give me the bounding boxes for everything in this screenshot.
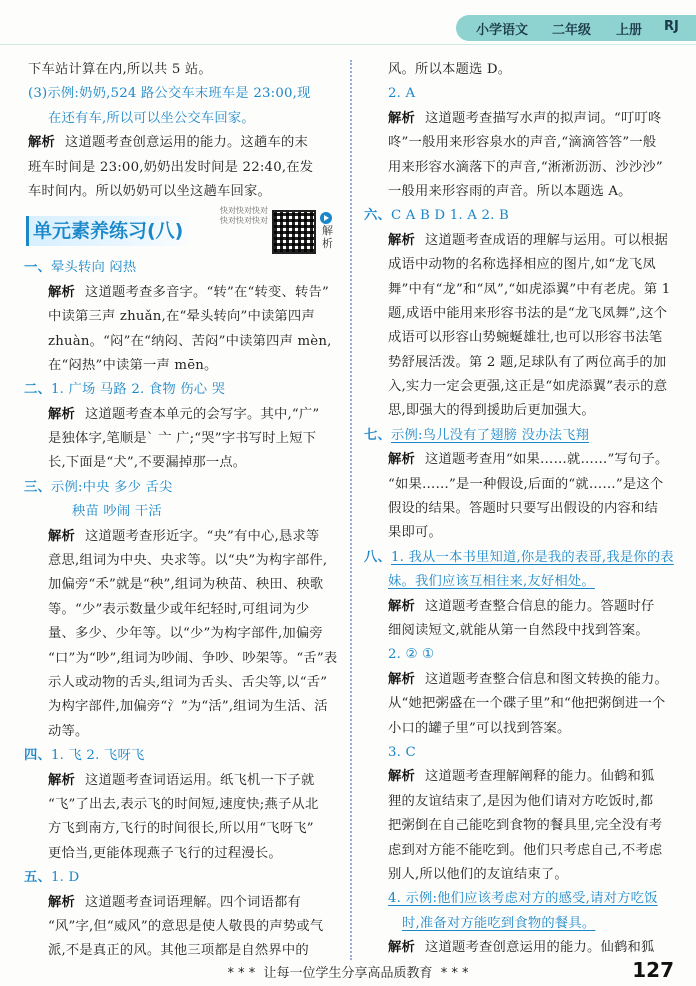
text-line: 细阅读短文,就能从第一自然段中找到答案。 [388, 622, 649, 638]
text-line: 从“她把粥盛在一个碟子里”和“他把粥倒进一个 [388, 696, 666, 712]
header-grade: 二年级 [552, 23, 592, 38]
analysis-label: 解析 [388, 110, 415, 126]
text-line: 舞”中有“龙”和“凤”,“如虎添翼”中有老虎。第 1 [388, 281, 671, 297]
analysis-label: 解析 [48, 772, 75, 788]
answer-line: 妹。我们应该互相往来,友好相处。 [388, 574, 595, 590]
section-2-answer: 二、1. 广场 马路 2. 食物 伤心 哭 [24, 382, 226, 398]
section-7-answer: 七、示例:鸟儿没有了翅膀 没办法飞翔 [364, 427, 590, 443]
text-line: 势舒展活泼。第 2 题,足球队有了两位高手的加 [388, 354, 667, 370]
text-line: 用来形容水滴落下的声音,“淅淅沥沥、沙沙沙” [388, 159, 663, 175]
analysis-label: 解析 [388, 232, 415, 248]
analysis-line: 解析 这道题考查词语运用。纸飞机一下子就 [48, 772, 315, 788]
text-line: 风。所以本题选 D。 [388, 62, 512, 77]
text-line: 下车站计算在内,所以共 5 站。 [28, 62, 212, 77]
analysis-line: 解析 这道题考查整合信息的能力。答题时仔 [388, 598, 655, 614]
analysis-label: 解析 [48, 284, 75, 300]
answer-line: (3)示例:奶奶,524 路公交车末班车是 23:00,现 [28, 86, 311, 102]
analysis-line: 解析 这道题考查描写水声的拟声词。“叮叮咚 [388, 110, 662, 126]
right-column [364, 58, 676, 960]
header-rule [0, 44, 696, 45]
text-line: 等。“少”表示数量少或年纪轻时,可组词为少 [48, 601, 310, 617]
text-line: 一般用来形容雨的声音。所以本题选 A。 [388, 183, 632, 199]
analysis-label: 解析 [28, 135, 55, 151]
text-line: 量、多少、少年等。以“少”为构字部件,加偏旁 [48, 626, 323, 642]
unit-heading [24, 206, 340, 256]
text-line: 在“闷热”中读第一声 mēn。 [48, 357, 218, 373]
section-8-answer: 八、1. 我从一本书里知道,你是我的表哥,我是你的表 [364, 549, 674, 565]
header-edition: RJ [664, 19, 679, 34]
section-5-answer: 五、1. D [24, 870, 80, 886]
text-line: 别人,所以他们的友谊结束了。 [388, 866, 568, 882]
section-6-answer: 六、C A B D 1. A 2. B [364, 208, 509, 224]
text-line: 果即可。 [388, 525, 442, 541]
answer-line: 在还有车,所以可以坐公交车回家。 [48, 110, 255, 126]
qr-analysis-label: 解析 [322, 224, 333, 251]
analysis-label: 解析 [388, 769, 415, 785]
analysis-label: 解析 [388, 452, 415, 468]
text-line: 动等。 [48, 723, 89, 739]
unit-note: 快对快对快对 快对快对快对 [220, 206, 268, 226]
header-subject-tab [456, 15, 696, 41]
text-line: zhuàn。“闷”在“纳闷、苦闷”中读第四声 mèn, [48, 333, 332, 349]
analysis-line: 解析 这道题考查整合信息和图文转换的能力。 [388, 671, 668, 687]
answer-line: 3. C [388, 744, 416, 760]
analysis-label: 解析 [48, 528, 75, 544]
text-line: “如果……”是一种假设,后面的“就……”是这个 [388, 476, 664, 492]
analysis-label: 解析 [388, 940, 415, 956]
analysis-line: 解析 这道题考查用“如果……就……”写句子。 [388, 452, 669, 468]
section-4-answer: 四、1. 飞 2. 飞呀飞 [24, 748, 145, 764]
answer-line: 2. ② ① [388, 647, 435, 663]
analysis-label: 解析 [388, 598, 415, 614]
text-line: 题,成语中能用来形容书法的是“龙飞凤舞”,这个 [388, 305, 668, 321]
text-line: 为构字部件,加偏旁“氵”为“活”,组词为生活、活 [48, 699, 328, 715]
text-line: 更恰当,更能体现燕子飞行的过程漫长。 [48, 845, 282, 861]
section-3-answer: 三、示例:中央 多少 舌尖 [24, 479, 173, 495]
page-header [0, 0, 696, 46]
section-1-answer: 一、晕头转向 闷热 [24, 260, 137, 276]
text-line: 成语可以形容山势蜿蜒雄壮,也可以形容书法笔 [388, 330, 663, 346]
analysis-line: 解析 这道题考查成语的理解与运用。可以根据 [388, 232, 668, 248]
analysis-label: 解析 [388, 671, 415, 687]
text-line: 示人或动物的舌头,组词为舌头、舌尖等,以“舌” [48, 674, 328, 690]
text-line: 假设的结果。答题时只要写出假设的内容和结 [388, 501, 658, 517]
text-line: 班车时间是 23:00,奶奶出发时间是 22:40,在发 [28, 159, 314, 175]
text-line: “风”字,但“威风”的意思是使人敬畏的声势或气 [48, 918, 324, 934]
text-line: “口”为“吵”,组词为吵闹、争吵、吵架等。“舌”表 [48, 650, 338, 666]
text-line: 车时间内。所以奶奶可以坐这趟车回家。 [28, 183, 271, 199]
text-line: 加偏旁“禾”就是“秧”,组词为秧苗、秧田、秧歌 [48, 577, 324, 593]
footer-slogan: * * * 让每一位学生分享高品质教育 * * * [227, 966, 469, 981]
analysis-line: 解析 这道题考查创意运用的能力。仙鹤和狐 [388, 940, 655, 956]
text-line: 意思,组词为中央、央求等。以“央”为构字部件, [48, 553, 328, 569]
text-line: 成语中动物的名称选择相应的图片,如“龙飞凤 [388, 257, 656, 273]
analysis-line: 解析 这道题考查形近字。“央”有中心,恳求等 [48, 528, 320, 544]
text-line: 长,下面是“犬”,不要漏掉那一点。 [48, 455, 247, 471]
left-column [24, 58, 340, 964]
text-line: 派,不是真正的风。其他三项都是自然界中的 [48, 943, 309, 959]
text-line: 虑到对方能不能吃到。他们只考虑自己,不考虑 [388, 842, 663, 858]
qr-code-icon[interactable] [272, 210, 316, 254]
text-line: 思,即强大的得到援助后更加强大。 [388, 403, 595, 419]
analysis-line: 解析 这道题考查理解阐释的能力。仙鹤和狐 [388, 769, 655, 785]
answer-line: 4. 示例:他们应该考虑对方的感受,请对方吃饭 [388, 891, 658, 907]
answer-line: 时,准备对方能吃到食物的餐具。 [402, 915, 596, 931]
column-divider [350, 60, 352, 960]
text-line: 把粥倒在自己能吃到食物的餐具里,完全没有考 [388, 818, 663, 834]
text-line: 小口的罐子里”可以找到答案。 [388, 720, 571, 736]
header-term: 上册 [616, 23, 643, 38]
page-footer [0, 958, 696, 986]
analysis-line: 解析 这道题考查多音字。“转”在“转变、转告” [48, 284, 329, 300]
text-line: 咚”一般用来形容泉水的声音,“滴滴答答”一般 [388, 135, 657, 151]
text-line: 中读第三声 zhuǎn,在“晕头转向”中读第四声 [48, 309, 315, 325]
analysis-label: 解析 [48, 894, 75, 910]
play-icon[interactable] [320, 212, 332, 224]
analysis-line: 解析 这道题考查本单元的会写字。其中,“广” [48, 406, 320, 422]
analysis-line: 解析 这道题考查创意运用的能力。这趟车的末 [28, 135, 308, 151]
text-line: 狸的友谊结束了,是因为他们请对方吃饭时,都 [388, 793, 654, 809]
section-3-answer-2: 秧苗 吵闹 干活 [72, 504, 162, 520]
text-line: 方飞到南方,飞行的时间很长,所以用“飞呀飞” [48, 821, 314, 837]
text-line: 入,实力一定会更强,这正是“如虎添翼”表示的意 [388, 379, 668, 395]
text-line: “飞”了出去,表示飞的时间短,速度快;燕子从北 [48, 796, 319, 812]
page-number: 127 [632, 958, 674, 982]
answer-line: 2. A [388, 86, 416, 102]
text-line: 是独体字,笔顺是` 亠 广;“哭”字书写时上短下 [48, 431, 317, 447]
unit-title: 单元素养练习(八) [26, 216, 195, 246]
analysis-label: 解析 [48, 406, 75, 422]
analysis-line: 解析 这道题考查词语理解。四个词语都有 [48, 894, 301, 910]
header-subject: 小学语文 [476, 23, 529, 38]
